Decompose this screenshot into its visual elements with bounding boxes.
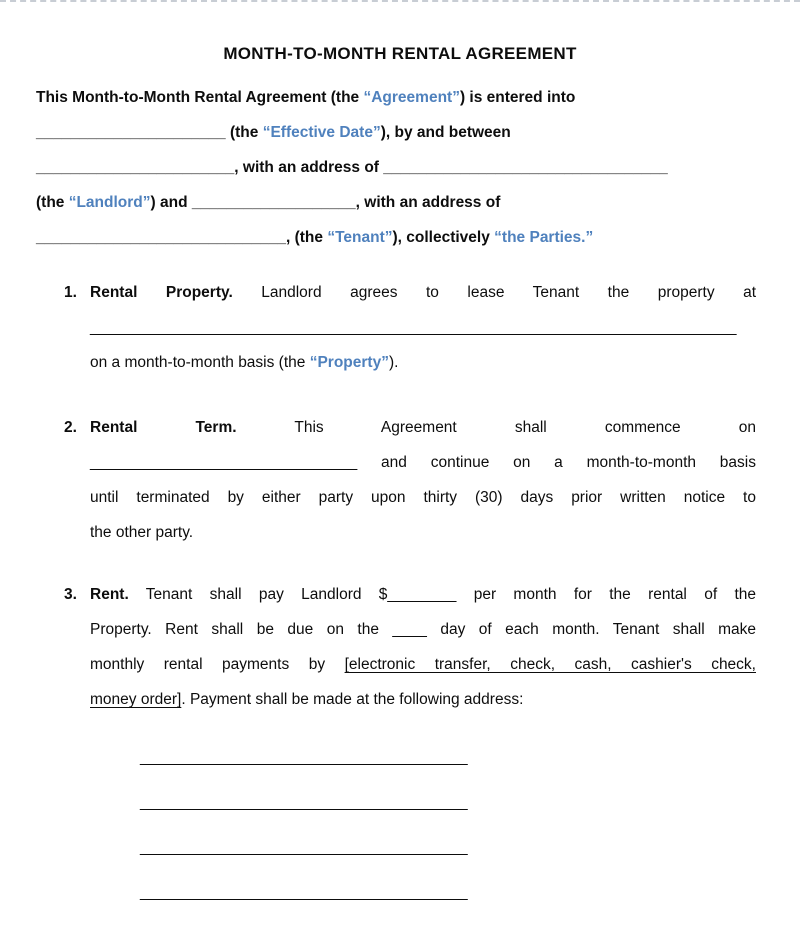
item2-line-3 — [90, 480, 756, 515]
blank-commencement-date: _______________________________ — [90, 454, 358, 471]
item1-line-3 — [90, 345, 756, 380]
intro-text: , with an address of — [234, 159, 384, 176]
body-text: . Payment shall be made at the following address: — [181, 691, 524, 708]
intro-text: (the — [225, 124, 263, 141]
lead-rental-term: Rental Term. — [90, 419, 237, 436]
intro-text: , (the — [286, 229, 328, 246]
item1-line-2 — [90, 310, 756, 345]
blank-due-day: ____ — [392, 621, 427, 638]
blank-rent-amount: ________ — [387, 586, 457, 603]
item2-line-2 — [90, 445, 756, 480]
item3-line-4 — [90, 682, 756, 717]
list-item-rental-term — [64, 410, 756, 550]
intro-text: ) and — [150, 194, 192, 211]
item2-line-4 — [90, 515, 756, 550]
intro-line-3 — [36, 150, 764, 185]
term-agreement: “Agreement” — [363, 89, 460, 106]
item-body — [90, 275, 756, 380]
item1-line-1 — [90, 275, 756, 310]
payment-address-line: ______________________________________ — [140, 839, 468, 856]
intro-paragraph — [36, 80, 764, 255]
term-effective-date: “Effective Date” — [262, 124, 381, 141]
intro-text: ), by and between — [380, 124, 511, 141]
term-property: “Property” — [309, 354, 389, 371]
intro-line-4 — [36, 185, 764, 220]
item-body — [90, 410, 756, 550]
item3-line-2 — [90, 612, 756, 647]
underlined-payment-methods: [electronic transfer, check, cash, cashier's check, — [344, 656, 756, 673]
term-landlord: “Landlord” — [68, 194, 151, 211]
intro-line-5 — [36, 220, 764, 255]
intro-text: (the — [36, 194, 69, 211]
blank-tenant-address: _____________________________ — [36, 229, 286, 246]
term-tenant: “Tenant” — [327, 229, 393, 246]
blank-effective-date: ______________________ — [36, 124, 226, 141]
item-number: 2. — [64, 419, 77, 436]
body-text: Tenant shall pay Landlord $ — [128, 586, 388, 603]
lead-rent: Rent. — [90, 586, 129, 603]
intro-line-2 — [36, 115, 764, 150]
payment-address-blanks — [140, 735, 756, 915]
item-number: 3. — [64, 586, 77, 603]
body-text: per month for the rental of the — [456, 586, 756, 603]
body-text: the other party. — [90, 524, 194, 541]
blank-tenant-name: ___________________ — [191, 194, 356, 211]
blank-landlord-address: _________________________________ — [383, 159, 668, 176]
item2-line-1 — [90, 410, 756, 445]
body-text: ). — [388, 354, 399, 371]
blank-property-address: ___________________________________________________________________________ — [90, 319, 737, 336]
payment-address-line: ______________________________________ — [140, 794, 468, 811]
underlined-payment-methods: money order] — [90, 691, 182, 708]
body-text: monthly rental payments by — [90, 656, 345, 673]
body-text: This Agreement shall commence on — [236, 419, 756, 436]
lead-rental-property: Rental Property. — [90, 284, 233, 301]
intro-text: , with an address of — [355, 194, 501, 211]
body-text: and continue on a month-to-month basis — [357, 454, 756, 471]
item3-line-1 — [90, 577, 756, 612]
payment-address-line: ______________________________________ — [140, 884, 468, 901]
document-title: MONTH-TO-MONTH RENTAL AGREEMENT — [223, 44, 577, 63]
intro-text: This Month-to-Month Rental Agreement (the — [36, 89, 364, 106]
blank-landlord-name: _______________________ — [36, 159, 235, 176]
body-text: day of each month. Tenant shall make — [426, 621, 756, 638]
item-body — [90, 577, 756, 717]
list-item-rental-property — [64, 275, 756, 380]
item-number: 1. — [64, 284, 77, 301]
term-the-parties: “the Parties.” — [494, 229, 594, 246]
intro-text: ) is entered into — [459, 89, 576, 106]
body-text: Landlord agrees to lease Tenant the property at — [232, 284, 756, 301]
body-text: until terminated by either party upon thirty (30) days prior written notice to — [90, 489, 756, 506]
body-text: Property. Rent shall be due on the — [90, 621, 393, 638]
item3-line-3 — [90, 647, 756, 682]
body-text: on a month-to-month basis (the — [90, 354, 310, 371]
list-item-rent — [64, 577, 756, 717]
payment-address-line: ______________________________________ — [140, 749, 468, 766]
intro-line-1 — [36, 80, 764, 115]
intro-text: ), collectively — [392, 229, 495, 246]
